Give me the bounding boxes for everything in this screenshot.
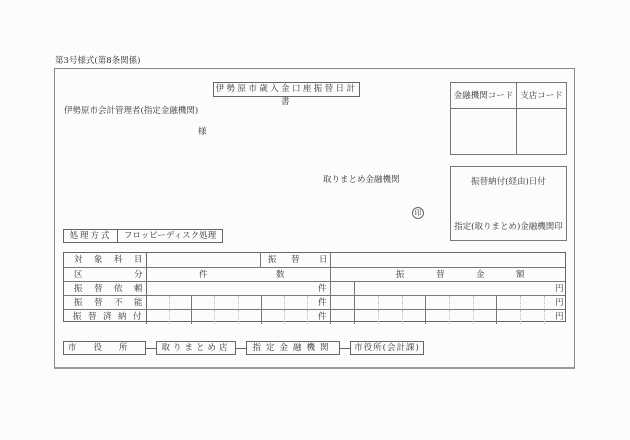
flow-designated-bank: 指定金融機関 bbox=[246, 341, 340, 355]
flow-collecting-branch: 取りまとめ店 bbox=[156, 341, 236, 355]
flow-accounting-section: 市役所(会計課) bbox=[350, 341, 424, 355]
row-label: 区 分 bbox=[64, 268, 147, 282]
form-title: 伊勢原市歳入金口座振替日計書 bbox=[213, 82, 360, 97]
request-amount-field[interactable] bbox=[355, 282, 550, 296]
table-row-subject: 対 象 科 目 振 替 日 bbox=[64, 253, 565, 267]
row-label: 対 象 科 目 bbox=[64, 253, 147, 267]
table-row-failed: 振 替 不 能 件 円 bbox=[64, 295, 565, 310]
transfer-date-label: 振替納付(経由)日付 bbox=[471, 177, 546, 187]
row-label: 振 替 依 頼 bbox=[64, 282, 147, 296]
transfer-table bbox=[63, 252, 566, 322]
processing-method bbox=[63, 229, 223, 243]
form-number: 第3号様式(第8条関係) bbox=[55, 56, 141, 66]
processing-method-label: 処理方式 bbox=[64, 230, 118, 242]
bank-code-label: 金融機関コード bbox=[453, 91, 514, 101]
processing-method-value: フロッピーディスク処理 bbox=[123, 231, 217, 241]
code-box bbox=[450, 82, 567, 155]
amount-header: 振 bbox=[396, 270, 405, 280]
collecting-bank-label: 取りまとめ金融機関 bbox=[323, 175, 400, 185]
row-label: 振 替 不 能 bbox=[64, 296, 147, 310]
subject-field[interactable] bbox=[147, 253, 260, 267]
branch-code-field[interactable] bbox=[517, 109, 567, 155]
row-label: 振 替 済 納 付 bbox=[64, 310, 147, 324]
bank-code-field[interactable] bbox=[451, 109, 516, 155]
seal-icon: 印 bbox=[412, 207, 424, 219]
branch-code-label: 支店コード bbox=[520, 91, 563, 101]
bank-seal-label: 指定(取りまとめ)金融機関印 bbox=[454, 222, 563, 232]
transfer-date-field[interactable] bbox=[331, 253, 566, 267]
count-header: 件 bbox=[199, 270, 208, 280]
table-row-header: 区 分 件 数 振 替 金 額 bbox=[64, 267, 565, 282]
flow-city-hall: 市 役 所 bbox=[63, 341, 146, 355]
request-count-field[interactable] bbox=[147, 282, 312, 296]
honorific: 様 bbox=[198, 127, 207, 137]
routing-flow bbox=[63, 341, 424, 355]
date-seal-box[interactable] bbox=[450, 166, 567, 241]
addressee: 伊勢原市会計管理者(指定金融機関) bbox=[64, 106, 199, 116]
table-row-request: 振 替 依 頼 件 円 bbox=[64, 281, 565, 296]
table-row-completed: 振 替 済 納 付 件 円 bbox=[64, 309, 565, 324]
